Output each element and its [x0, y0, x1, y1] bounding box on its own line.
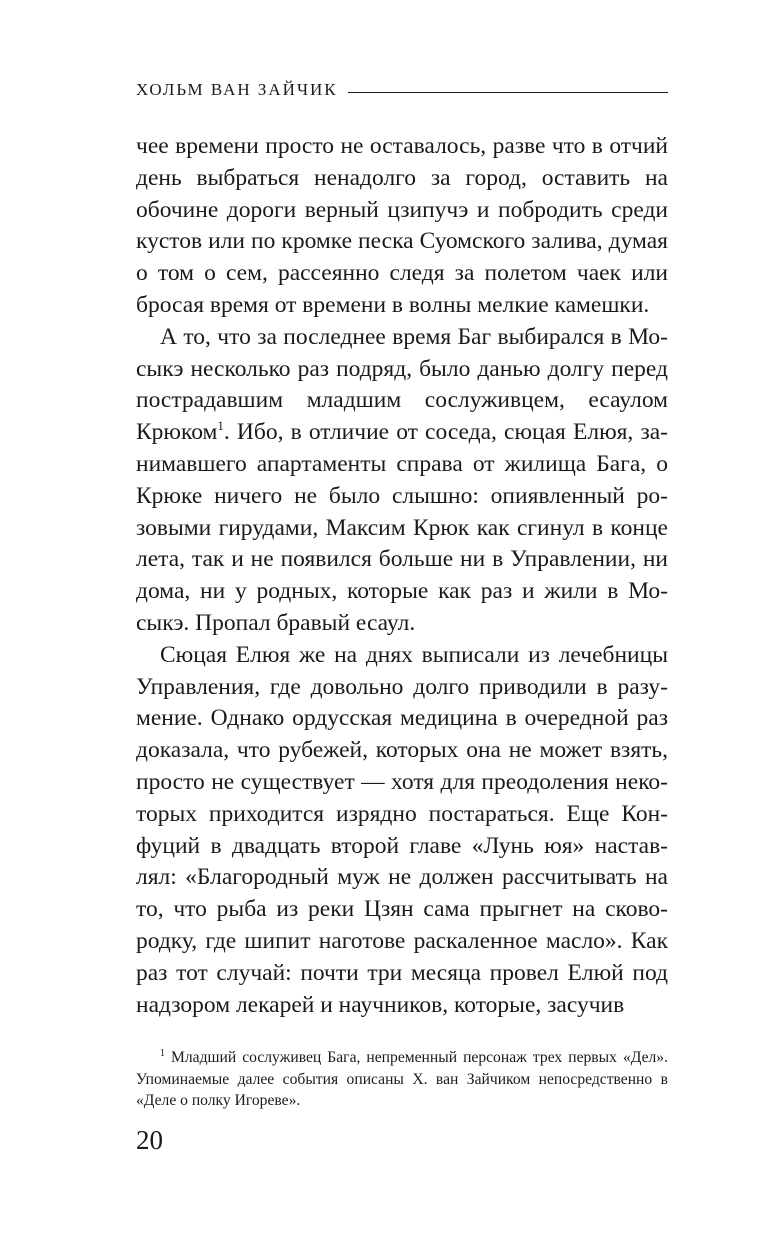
paragraph-2-text-start: А то, что за последнее время Баг выбирался в Мосыкэ несколько раз подряд, было данью долгу перед пострадавшим младшим сослуживцем, есаулом Крюком: [136, 323, 668, 446]
paragraph-2: [136, 322, 668, 640]
running-head: [136, 78, 668, 102]
paragraph-3: Сюцая Елюя же на днях выписали из лечебницы Управления, где довольно долго приводили в разумение. Однако ордусская медицина в очередной раз доказала, что рубежей, которых она не может взять, просто не существует — хотя для преодоления некоторых приходится изрядно постараться. Еще Конфуций в двадцать второй главе «Лунь юя» наставлял: «Благородный муж не должен рассчитывать на то, что рыба из реки Цзян сама прыгнет на сковородку, где шипит наготове раскаленное масло». Как раз тот случай: почти три месяца провел Елюй под надзором лекарей и научников, которые, засучив: [136, 641, 668, 1018]
paragraph-1: чее времени просто не оставалось, разве что в отчий день выбраться ненадолго за город, оставить на обочине дороги верный цзипучэ и побродить среди кустов или по кромке песка Суомского залива, думая о том о сем, рассеянно следя за полетом чаек или бросая время от времени в волны мелкие камешки.: [136, 133, 668, 318]
footnote: [136, 1047, 668, 1112]
footnote-text: Младший сослуживец Бага, непременный персонаж трех первых «Дел». Упоминаемые далее события описаны Х. ван Зайчиком непосредственно в «Деле о полку Игореве».: [136, 1049, 668, 1109]
running-head-rule: [348, 92, 668, 93]
main-text: [136, 131, 668, 1021]
page-number: 20: [136, 1125, 163, 1155]
running-head-title: ХОЛЬМ ВАН ЗАЙЧИК: [136, 80, 338, 99]
footnote-reference: 1: [217, 418, 224, 434]
paragraph-2-text-end: . Ибо, в отличие от соседа, сюцая Елюя, занимавшего апартаменты справа от жилища Бага, о Крюке ничего не было слышно: опиявленный розовыми гирудами, Максим Крюк как сгинул в конце лета, так и не появился больше ни в Управлении, ни дома, ни у родных, которые как раз и жили в Мосыкэ. Пропал бравый есаул.: [136, 419, 668, 636]
footnote-mark: 1: [160, 1047, 165, 1059]
